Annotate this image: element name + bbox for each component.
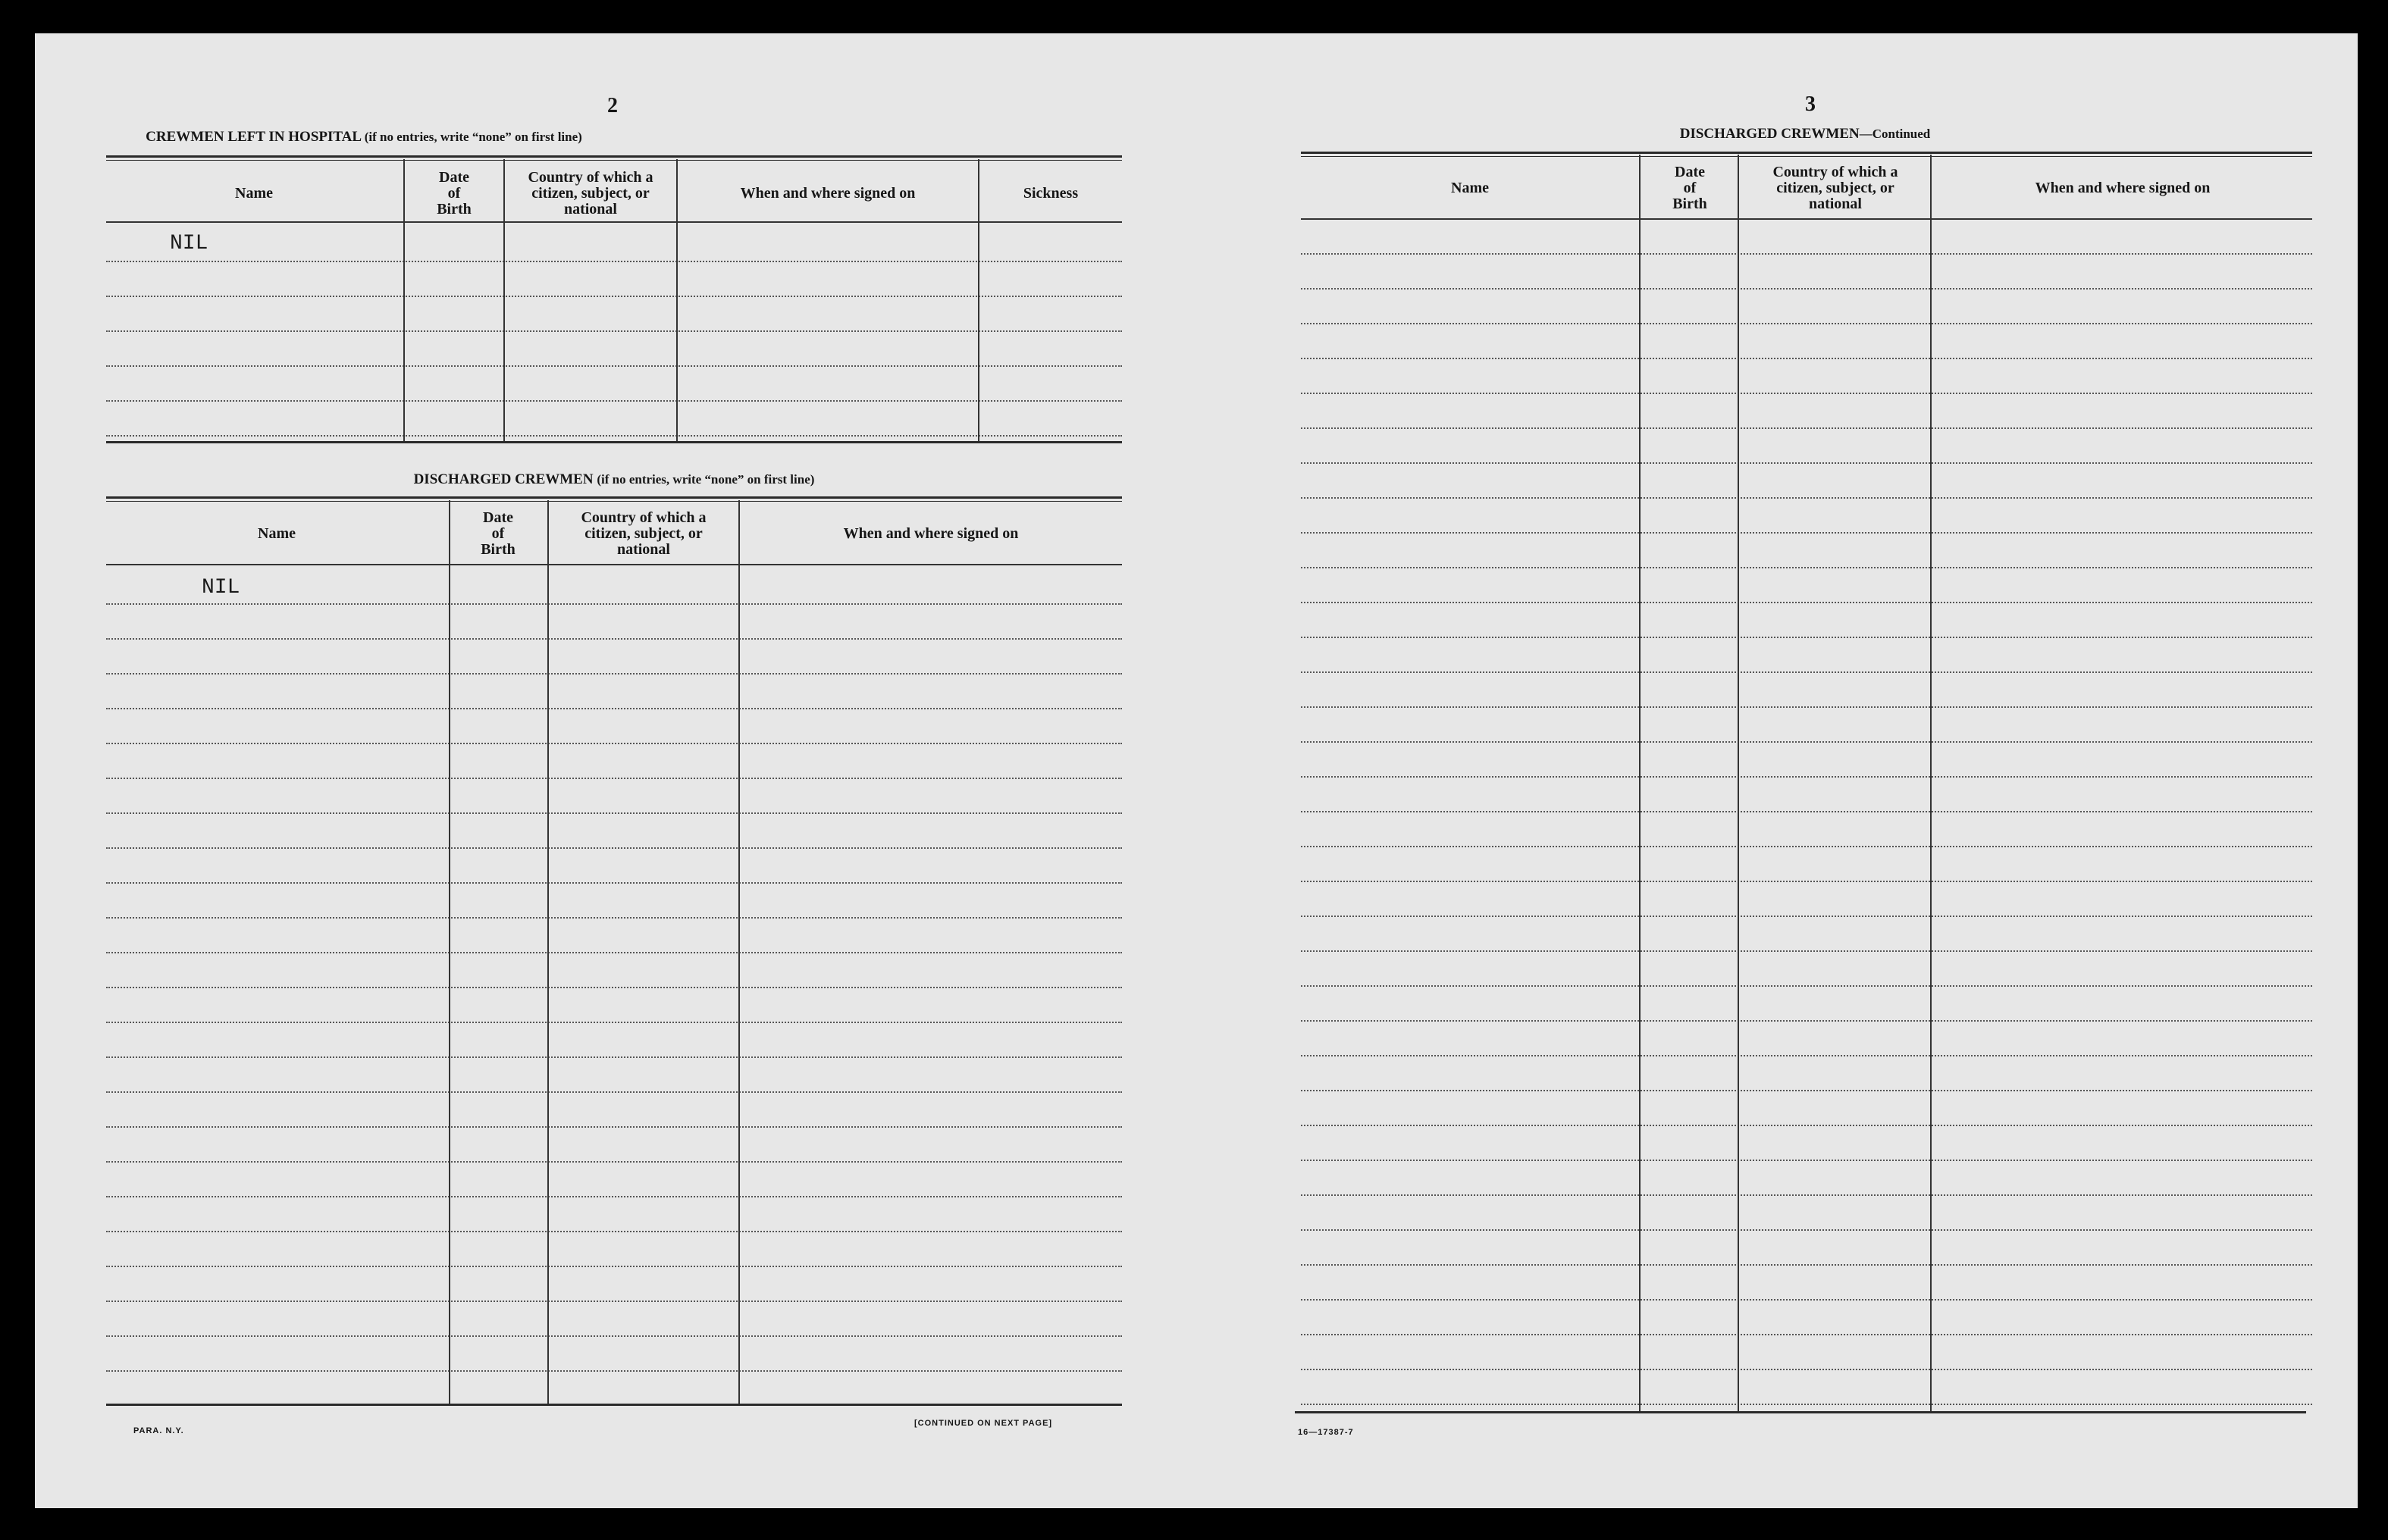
continued-row-line — [1301, 741, 2312, 743]
hospital-section-title — [106, 129, 622, 146]
continued-row-line — [1301, 1125, 2312, 1126]
continued-col-divider — [1930, 155, 1932, 1411]
discharged-entry: NIL — [202, 576, 240, 599]
hospital-title-text: CREWMEN LEFT IN HOSPITAL — [146, 129, 361, 145]
discharged-row-line — [106, 1056, 1122, 1058]
hospital-row-line — [106, 435, 1122, 437]
continued-row-line — [1301, 567, 2312, 568]
hospital-col-dob: Date of Birth — [437, 168, 472, 218]
hospital-header-rule — [106, 221, 1122, 223]
hospital-row-line — [106, 330, 1122, 332]
continued-row-line — [1301, 427, 2312, 429]
discharged-title-note: (if no entries, write “none” on first line) — [597, 472, 815, 487]
discharged-row-line — [106, 847, 1122, 849]
hospital-row-line — [106, 296, 1122, 297]
continued-row-line — [1301, 1020, 2312, 1022]
continued-row-line — [1301, 602, 2312, 603]
discharged-row-line — [106, 917, 1122, 919]
continued-row-line — [1301, 358, 2312, 359]
hospital-row-line — [106, 365, 1122, 367]
continued-row-line — [1301, 393, 2312, 394]
continued-row-line — [1301, 532, 2312, 534]
hospital-title-note: (if no entries, write “none” on first line) — [364, 130, 582, 144]
continued-row-line — [1301, 637, 2312, 638]
discharged-row-line — [106, 1335, 1122, 1337]
discharged-row-line — [106, 673, 1122, 675]
page-number: 2 — [607, 94, 618, 117]
continued-row-line — [1301, 1160, 2312, 1161]
hospital-col-name: Name — [235, 184, 273, 202]
continued-col-name: Name — [1451, 179, 1489, 196]
continued-top-rule — [1301, 152, 2312, 154]
continued-header-rule — [1301, 218, 2312, 220]
scanned-form — [35, 33, 2358, 1508]
discharged-section-title — [106, 471, 1122, 488]
discharged-col-divider — [738, 500, 740, 1404]
continued-row-line — [1301, 706, 2312, 708]
continued-row-line — [1301, 253, 2312, 255]
continued-row-line — [1301, 1264, 2312, 1266]
continued-row-line — [1301, 1090, 2312, 1091]
continued-row-line — [1301, 916, 2312, 917]
continued-row-line — [1301, 1229, 2312, 1231]
continued-row-line — [1301, 1334, 2312, 1335]
continued-row-line — [1301, 881, 2312, 882]
hospital-bottom-rule — [106, 441, 1122, 443]
discharged-row-line — [106, 952, 1122, 953]
continued-row-line — [1301, 323, 2312, 324]
footer-form-code: 16—17387-7 — [1298, 1428, 1354, 1437]
discharged-col-country: Country of which a citizen, subject, or national — [581, 509, 707, 558]
discharged-bottom-rule — [106, 1404, 1122, 1406]
continued-col-country: Country of which a citizen, subject, or national — [1772, 163, 1898, 212]
continued-row-line — [1301, 811, 2312, 812]
discharged-row-line — [106, 603, 1122, 605]
discharged-row-line — [106, 638, 1122, 640]
continued-row-line — [1301, 985, 2312, 987]
continued-top-rule-2 — [1301, 156, 2312, 157]
continued-row-line — [1301, 1055, 2312, 1056]
hospital-col-divider — [403, 159, 405, 441]
discharged-row-line — [106, 1196, 1122, 1197]
discharged-col-signed-on: When and where signed on — [843, 524, 1019, 542]
continued-col-divider — [1639, 155, 1641, 1411]
discharged-col-divider — [547, 500, 549, 1404]
continued-row-line — [1301, 950, 2312, 952]
hospital-row-line — [106, 261, 1122, 262]
discharged-row-line — [106, 1022, 1122, 1023]
discharged-top-rule-2 — [106, 501, 1122, 502]
hospital-col-signed-on: When and where signed on — [740, 184, 916, 202]
continued-col-signed-on: When and where signed on — [2035, 179, 2211, 196]
continued-row-line — [1301, 671, 2312, 673]
discharged-row-line — [106, 1231, 1122, 1232]
discharged-row-line — [106, 812, 1122, 814]
continued-row-line — [1301, 1299, 2312, 1301]
discharged-row-line — [106, 708, 1122, 709]
hospital-top-rule — [106, 155, 1122, 158]
discharged-row-line — [106, 1301, 1122, 1302]
discharged-title-text: DISCHARGED CREWMEN — [413, 471, 594, 487]
hospital-col-sickness: Sickness — [1023, 184, 1079, 202]
discharged-row-line — [106, 1126, 1122, 1128]
continued-row-line — [1301, 1369, 2312, 1370]
discharged-row-line — [106, 1091, 1122, 1093]
discharged-col-name: Name — [258, 524, 296, 542]
discharged-top-rule — [106, 496, 1122, 499]
hospital-col-divider — [978, 159, 979, 441]
discharged-row-line — [106, 987, 1122, 988]
discharged-row-line — [106, 1370, 1122, 1372]
page-number: 3 — [1805, 92, 1816, 116]
continued-section-title — [1301, 126, 2309, 142]
hospital-col-divider — [503, 159, 505, 441]
discharged-row-line — [106, 1266, 1122, 1267]
continued-row-line — [1301, 462, 2312, 464]
discharged-col-dob: Date of Birth — [481, 509, 516, 558]
discharged-row-line — [106, 1161, 1122, 1163]
discharged-row-line — [106, 882, 1122, 884]
continued-row-line — [1301, 288, 2312, 290]
discharged-header-rule — [106, 564, 1122, 565]
continued-bottom-rule — [1295, 1411, 2306, 1413]
continued-row-line — [1301, 497, 2312, 499]
discharged-row-line — [106, 743, 1122, 744]
hospital-top-rule-2 — [106, 160, 1122, 161]
hospital-col-country: Country of which a citizen, subject, or national — [528, 168, 653, 218]
hospital-col-divider — [676, 159, 678, 441]
hospital-row-line — [106, 400, 1122, 402]
continued-row-line — [1301, 1194, 2312, 1196]
footer-continued: [CONTINUED ON NEXT PAGE] — [914, 1419, 1053, 1428]
discharged-col-divider — [449, 500, 450, 1404]
continued-col-dob: Date of Birth — [1672, 163, 1707, 212]
footer-printer: PARA. N.Y. — [133, 1426, 184, 1435]
continued-row-line — [1301, 776, 2312, 778]
continued-row-line — [1301, 1404, 2312, 1405]
hospital-entry: NIL — [170, 232, 208, 255]
continued-title-text: DISCHARGED CREWMEN — [1679, 126, 1860, 142]
continued-row-line — [1301, 846, 2312, 847]
continued-title-suffix: —Continued — [1859, 127, 1931, 141]
discharged-row-line — [106, 778, 1122, 779]
continued-col-divider — [1738, 155, 1739, 1411]
